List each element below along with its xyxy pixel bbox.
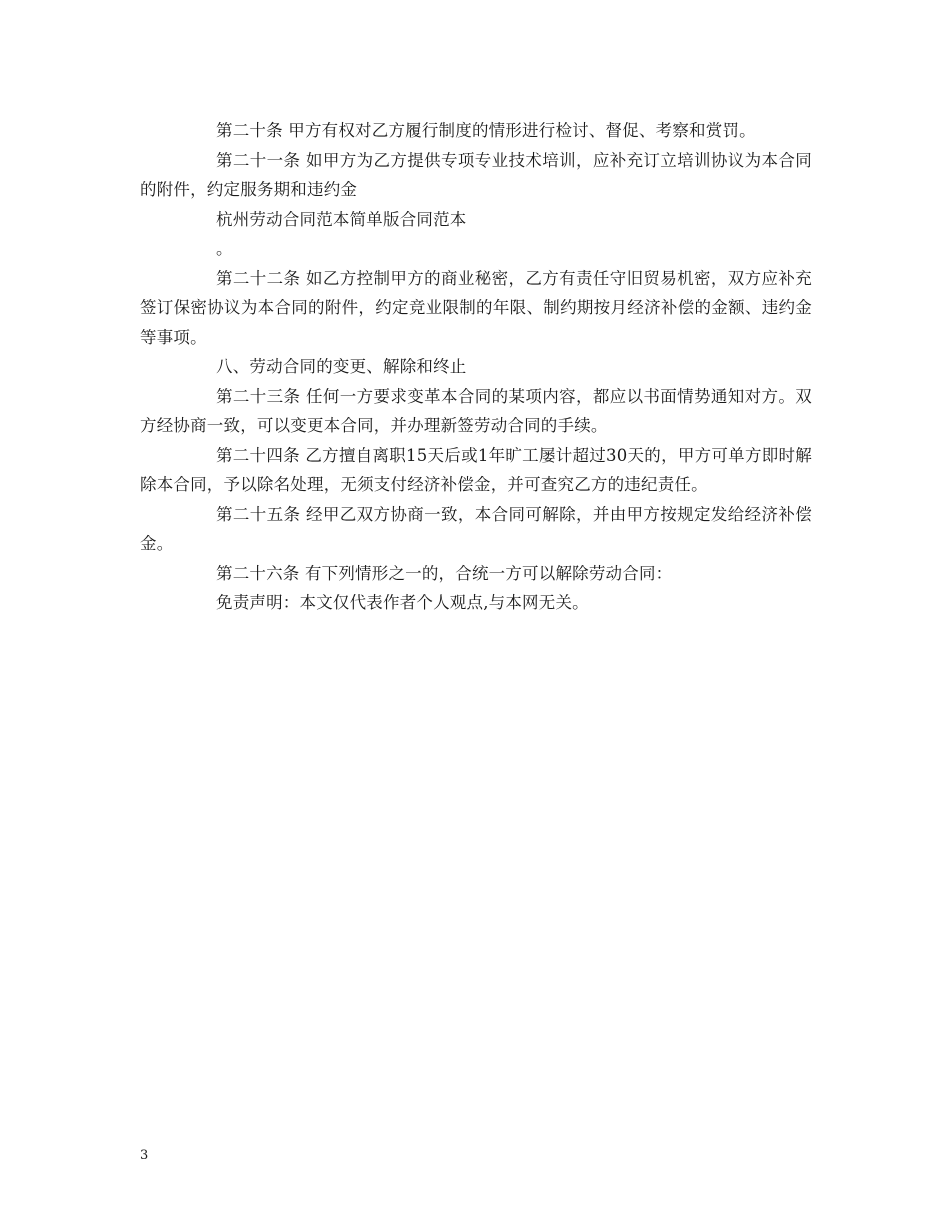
document-body [140,116,812,618]
section-heading-8: 八、劳动合同的变更、解除和终止 [216,357,467,376]
paragraph-article-22: 第二十二条 如乙方控制甲方的商业秘密，乙方有责任守旧贸易机密，双方应补充签订保密协议为本合同的附件，约定竞业限制的年限、制约期按月经济补偿的金额、违约金等事项。 [140,268,812,347]
paragraph-period: 。 [216,239,233,258]
paragraph-article-24: 第二十四条 乙方擅自离职15天后或1年旷工屡计超过30天的，甲方可单方即时解除本合同，予以除名处理，无须支付经济补偿金，并可查究乙方的违纪责任。 [140,445,812,494]
paragraph-article-20: 第二十条 甲方有权对乙方履行制度的情形进行检讨、督促、考察和赏罚。 [216,121,756,140]
paragraph-article-25: 第二十五条 经甲乙双方协商一致，本合同可解除，并由甲方按规定发给经济补偿金。 [140,504,812,553]
paragraph-article-23: 第二十三条 任何一方要求变革本合同的某项内容，都应以书面情势通知对方。双方经协商一致，可以变更本合同，并办理新签劳动合同的手续。 [140,386,812,435]
paragraph-inserted-title: 杭州劳动合同范本简单版合同范本 [216,209,467,229]
paragraph-article-26: 第二十六条 有下列情形之一的，合统一方可以解除劳动合同： [216,563,673,583]
paragraph-disclaimer: 免责声明：本文仅代表作者个人观点,与本网无关。 [216,593,589,612]
paragraph-article-21: 第二十一条 如甲方为乙方提供专项专业技术培训，应补充订立培训协议为本合同的附件，约定服务期和违约金 [140,150,812,199]
page-number: 3 [140,1148,149,1163]
